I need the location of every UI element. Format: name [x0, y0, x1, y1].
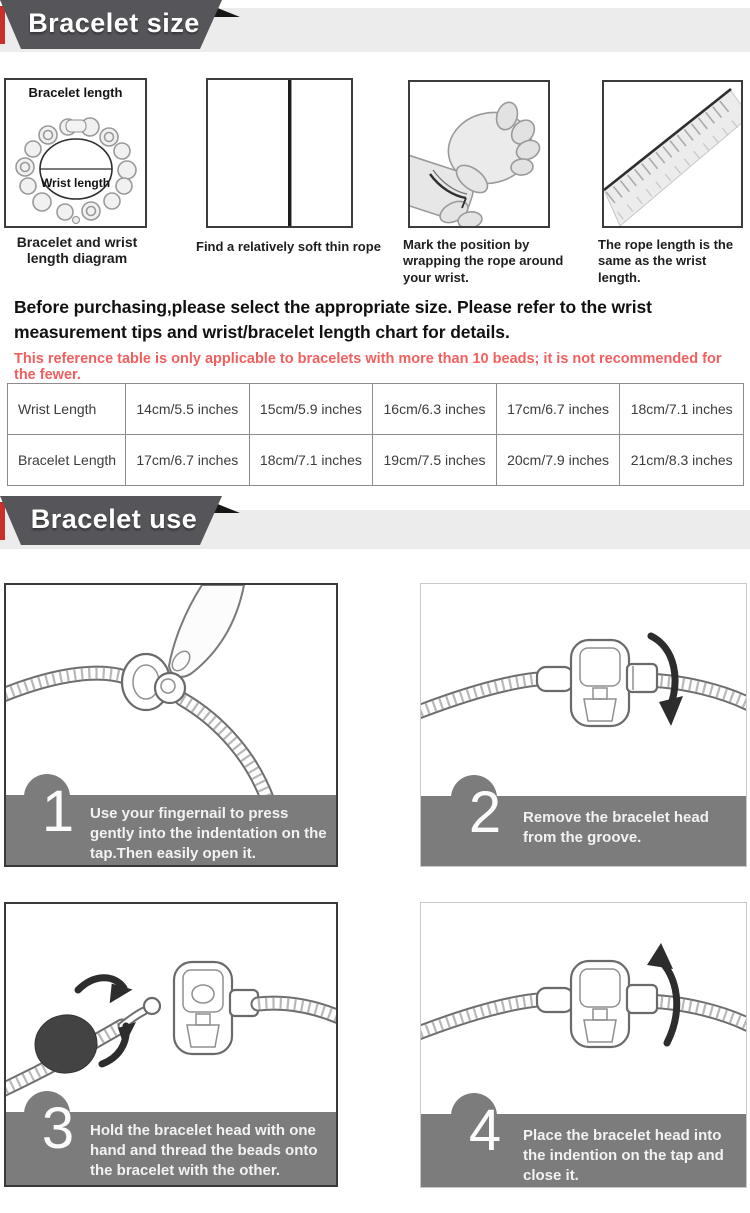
table-cell: 14cm/5.5 inches — [126, 384, 250, 435]
bracelet-diagram-figure — [4, 78, 147, 228]
step-text: Use your fingernail to press gently into the indentation on the tap.Then easily open it. — [90, 805, 327, 862]
table-cell: 18cm/7.1 inches — [250, 435, 374, 486]
figure-caption-3: Mark the position by wrapping the rope around your wrist. — [403, 237, 564, 285]
size-intro-text: Before purchasing,please select the appropriate size. Please refer to the wrist measurement tips and wrist/bracelet length chart for details. — [14, 297, 652, 342]
thin-rope-figure — [206, 78, 353, 228]
table-row-label: Bracelet Length — [8, 435, 126, 486]
bracelet-length-label: Bracelet length — [28, 85, 123, 100]
table-cell: 21cm/8.3 inches — [620, 435, 744, 486]
figure-caption-2: Find a relatively soft thin rope — [196, 239, 381, 254]
use-step-panel-3 — [4, 902, 338, 1187]
step-text: Remove the bracelet head from the groove. — [523, 809, 709, 846]
table-cell: 16cm/6.3 inches — [373, 384, 497, 435]
wrist-wrap-figure — [408, 80, 550, 228]
rope-shadow — [291, 80, 292, 226]
step1-caption-bar — [6, 779, 336, 865]
step3-caption-bar — [6, 1096, 336, 1185]
step3-illustration — [6, 904, 336, 1117]
wrist-length-label: Wrist length — [40, 176, 111, 190]
section-title-size: Bracelet size — [28, 8, 200, 38]
ruler-icon — [604, 82, 741, 226]
figure-caption-4: The rope length is the same as the wrist length. — [598, 237, 734, 285]
ruler-figure — [602, 80, 743, 228]
step-text: Hold the bracelet head with one hand and thread the beads onto the bracelet with the other. — [90, 1122, 318, 1179]
section-title-use: Bracelet use — [30, 504, 198, 534]
reference-note-text: This reference table is only applicable to bracelets with more than 10 beads; it is not recommended for the fewer. — [14, 351, 722, 383]
step-number: 3 — [41, 1096, 75, 1161]
step4-illustration — [421, 903, 746, 1116]
use-step-panel-1 — [4, 583, 338, 867]
use-step-panel-2 — [420, 583, 747, 867]
table-cell: 17cm/6.7 inches — [497, 384, 621, 435]
size-table — [7, 383, 744, 486]
step-number: 1 — [41, 779, 75, 844]
step1-illustration — [6, 585, 336, 797]
table-cell: 15cm/5.9 inches — [250, 384, 374, 435]
figure-caption-1: Bracelet and wrist length diagram — [16, 234, 138, 267]
step2-caption-bar — [421, 780, 746, 866]
wrist-wrap-icon — [410, 82, 548, 226]
step2-illustration — [421, 584, 746, 796]
bracelet-size-banner — [0, 0, 260, 54]
bracelet-diagram-icon — [6, 80, 145, 226]
table-row-label: Wrist Length — [8, 384, 126, 435]
step-number: 2 — [468, 780, 502, 845]
table-cell: 18cm/7.1 inches — [620, 384, 744, 435]
use-step-panel-4 — [420, 902, 747, 1188]
table-cell: 20cm/7.9 inches — [497, 435, 621, 486]
step4-caption-bar — [421, 1098, 746, 1187]
table-cell: 19cm/7.5 inches — [373, 435, 497, 486]
table-cell: 17cm/6.7 inches — [126, 435, 250, 486]
bracelet-use-banner — [0, 496, 260, 550]
step-number: 4 — [468, 1098, 502, 1163]
step-text: Place the bracelet head into the indention on the tap and close it. — [523, 1127, 724, 1184]
